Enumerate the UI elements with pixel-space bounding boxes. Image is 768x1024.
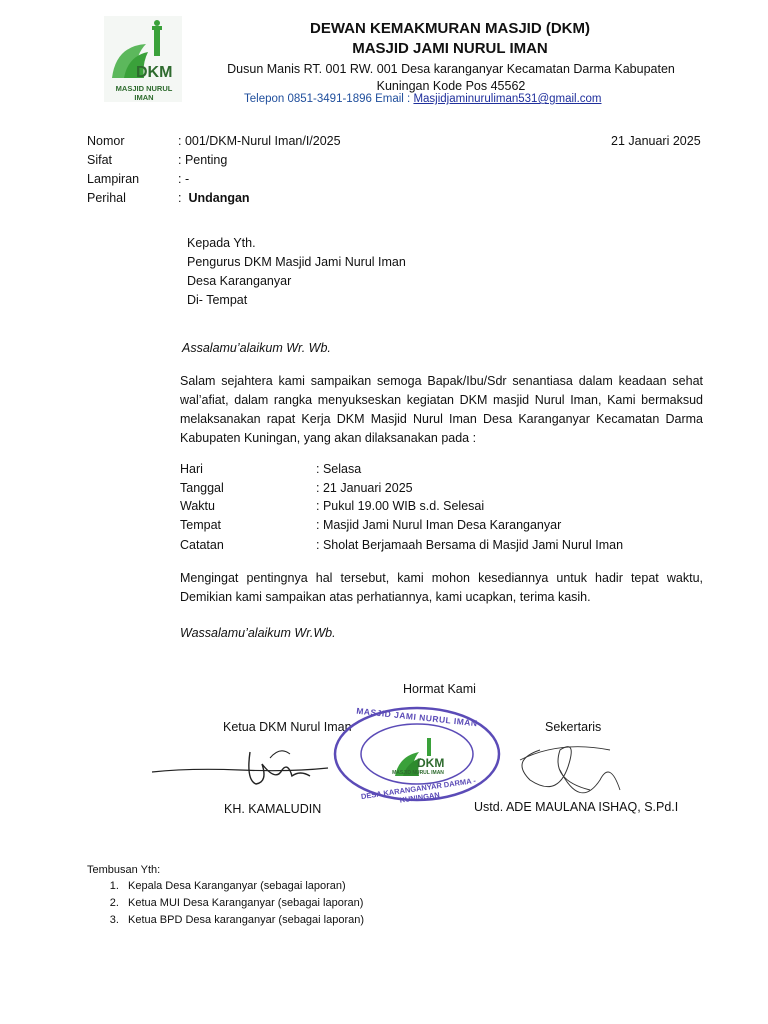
left-signer-title: Ketua DKM Nurul Iman <box>223 720 352 734</box>
perihal-subject: Undangan <box>188 191 250 205</box>
schedule-value-waktu: : Pukul 19.00 WIB s.d. Selesai <box>316 499 485 513</box>
schedule-label-hari: Hari <box>180 462 203 476</box>
stamp-center-text: DKM <box>417 756 445 770</box>
meta-value-lampiran: : - <box>178 172 190 186</box>
meta-value-sifat: : Penting <box>178 153 228 167</box>
contact-line <box>244 93 602 105</box>
meta-value-nomor: : 001/DKM-Nurul Iman/I/2025 <box>178 134 341 148</box>
schedule-label-catatan: Catatan <box>180 538 224 552</box>
address-line-1: Dusun Manis RT. 001 RW. 001 Desa karanganyar Kecamatan Darma Kabupaten <box>227 62 675 76</box>
regards: Hormat Kami <box>403 682 476 696</box>
recipient-line-3: Desa Karanganyar <box>187 274 292 288</box>
stamp-bottom-text: DESA KARANGANYAR DARMA - KUNINGAN <box>360 776 477 805</box>
address-line-2: Kuningan Kode Pos 45562 <box>376 79 526 93</box>
recipient-line-2: Pengurus DKM Masjid Jami Nurul Iman <box>187 255 406 269</box>
body-line-1: Salam sejahtera kami sampaikan semoga Bapak/Ibu/Sdr senantiasa dalam keadaan sehat <box>180 374 703 388</box>
farewell: Wassalamu’alaikum Wr.Wb. <box>180 626 336 640</box>
cc-item: 2. Ketua MUI Desa Karanganyar (sebagai laporan) <box>122 895 364 912</box>
closing-line-1: Mengingat pentingnya hal tersebut, kami mohon kesediannya untuk hadir tepat waktu, <box>180 571 703 585</box>
right-signer-name: Ustd. ADE MAULANA ISHAQ, S.Pd.I <box>474 800 679 814</box>
logo-text: DKM <box>136 64 173 81</box>
cc-list <box>84 878 364 929</box>
body-line-4: Kabupaten Kuningan, yang akan dilaksanakan pada : <box>180 431 477 445</box>
stamp-top-text: MASJID JAMI NURUL IMAN <box>355 705 479 729</box>
right-signer-title: Sekertaris <box>545 720 602 734</box>
org-title: DEWAN KEMAKMURAN MASJID (DKM) <box>310 20 590 37</box>
official-stamp <box>333 705 501 805</box>
schedule-label-tempat: Tempat <box>180 518 221 532</box>
email-link[interactable]: Masjidjaminuruliman531@gmail.com <box>413 93 602 105</box>
org-subtitle: MASJID JAMI NURUL IMAN <box>352 40 548 57</box>
meta-label-perihal: Perihal <box>87 191 126 205</box>
phone-text: Telepon 0851-3491-1896 Email : <box>244 93 414 105</box>
schedule-value-tempat: : Masjid Jami Nurul Iman Desa Karanganyar <box>316 518 562 532</box>
schedule-value-tanggal: : 21 Januari 2025 <box>316 481 413 495</box>
chairman-signature-icon <box>150 740 330 800</box>
closing-paragraph <box>180 569 703 607</box>
left-signer-name: KH. KAMALUDIN <box>224 802 322 816</box>
meta-label-sifat: Sifat <box>87 153 113 167</box>
closing-line-2: Demikian kami sampaikan atas perhatiannya, kami ucapkan, terima kasih. <box>180 590 591 604</box>
cc-item: 1. Kepala Desa Karanganyar (sebagai laporan) <box>122 878 364 895</box>
greeting: Assalamu’alaikum Wr. Wb. <box>182 341 331 355</box>
body-line-2: wal’afiat, dalam rangka menyukseskan kegiatan DKM masjid Nurul Iman, Kami bermaksud <box>180 393 703 407</box>
logo-subtext: MASJID NURUL IMAN <box>115 84 173 102</box>
perihal-colon: : <box>178 191 182 205</box>
body-line-3: melaksanakan rapat Kerja DKM Masjid Nurul Iman Desa Karanganyar Kecamatan Darma <box>180 412 703 426</box>
meta-label-nomor: Nomor <box>87 134 125 148</box>
schedule-label-waktu: Waktu <box>180 499 215 513</box>
recipient-line-1: Kepada Yth. <box>187 236 256 250</box>
cc-heading: Tembusan Yth: <box>87 864 161 876</box>
schedule-value-catatan: : Sholat Berjamaah Bersama di Masjid Jami Nurul Iman <box>316 538 624 552</box>
schedule-label-tanggal: Tanggal <box>180 481 224 495</box>
recipient-line-4: Di- Tempat <box>187 293 248 307</box>
schedule-value-hari: : Selasa <box>316 462 362 476</box>
stamp-center-subtext: MASJID NURUL IMAN <box>392 770 444 776</box>
body-paragraph <box>180 372 703 448</box>
cc-item: 3. Ketua BPD Desa karanganyar (sebagai laporan) <box>122 912 364 929</box>
meta-label-lampiran: Lampiran <box>87 172 140 186</box>
meta-value-perihal <box>178 189 250 208</box>
letter-date: 21 Januari 2025 <box>611 134 701 148</box>
